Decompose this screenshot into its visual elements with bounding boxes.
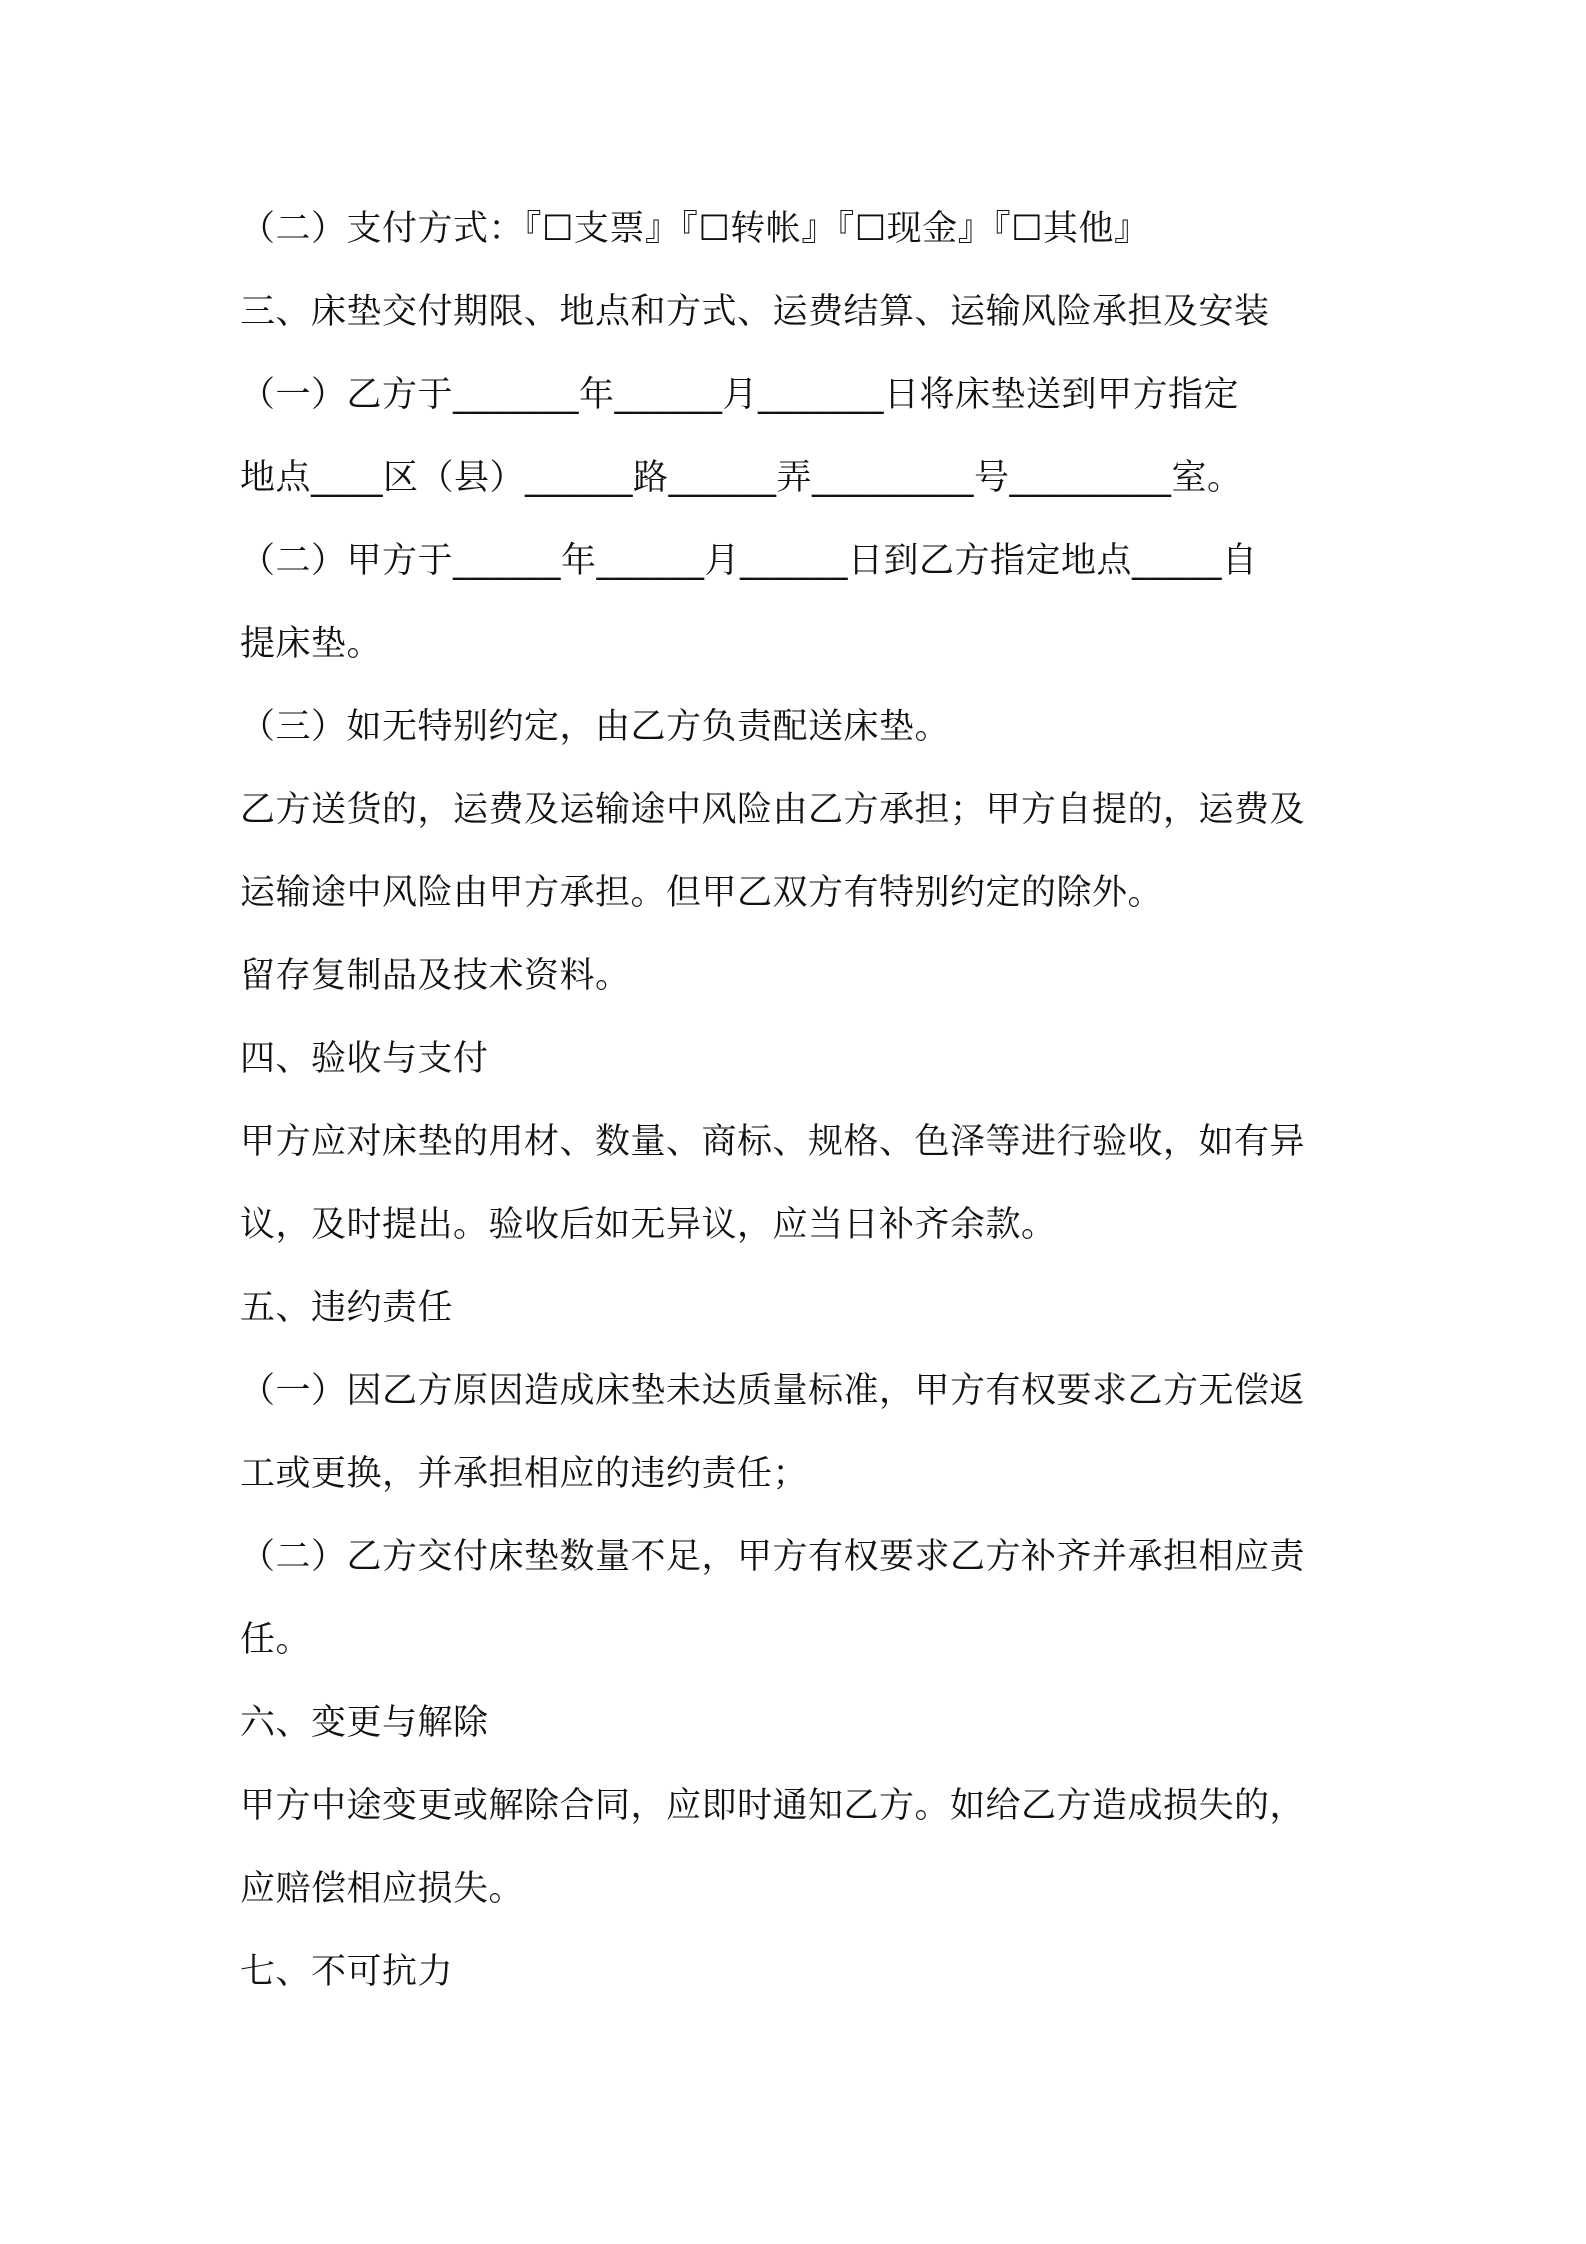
liability-clause-2-cont: 任。 bbox=[240, 1620, 312, 1660]
liability-clause-1-cont: 工或更换，并承担相应的违约责任； bbox=[240, 1454, 809, 1494]
liability-clause-2: （二）乙方交付床垫数量不足，甲方有权要求乙方补齐并承担相应责 bbox=[240, 1537, 1306, 1577]
shipping-risk-paragraph: 乙方送货的，运费及运输途中风险由乙方承担；甲方自提的，运费及 bbox=[240, 790, 1306, 830]
acceptance-paragraph: 甲方应对床垫的用材、数量、商标、规格、色泽等进行验收，如有异 bbox=[240, 1122, 1306, 1162]
delivery-clause-2-cont: 提床垫。 bbox=[240, 624, 383, 664]
section-3-heading: 三、床垫交付期限、地点和方式、运费结算、运输风险承担及安装 bbox=[240, 292, 1270, 332]
acceptance-paragraph-cont: 议，及时提出。验收后如无异议，应当日补齐余款。 bbox=[240, 1205, 1057, 1245]
retain-copies-line: 留存复制品及技术资料。 bbox=[240, 956, 631, 996]
termination-paragraph-cont: 应赔偿相应损失。 bbox=[240, 1869, 525, 1909]
delivery-clause-1: （一）乙方于_______年______月_______日将床垫送到甲方指定 bbox=[240, 375, 1240, 415]
section-5-heading: 五、违约责任 bbox=[240, 1288, 454, 1328]
payment-method-line: （二）支付方式：『☐支票』『☐转帐』『☐现金』『☐其他』 bbox=[240, 209, 1150, 249]
section-6-heading: 六、变更与解除 bbox=[240, 1703, 489, 1743]
delivery-clause-1-cont: 地点____区（县）______路______弄_________号_________室。 bbox=[240, 458, 1243, 498]
section-7-heading: 七、不可抗力 bbox=[240, 1952, 454, 1992]
delivery-clause-3: （三）如无特别约定，由乙方负责配送床垫。 bbox=[240, 707, 951, 747]
liability-clause-1: （一）因乙方原因造成床垫未达质量标准，甲方有权要求乙方无偿返 bbox=[240, 1371, 1306, 1411]
shipping-risk-paragraph-cont: 运输途中风险由甲方承担。但甲乙双方有特别约定的除外。 bbox=[240, 873, 1164, 913]
delivery-clause-2: （二）甲方于______年______月______日到乙方指定地点_____自 bbox=[240, 541, 1258, 581]
termination-paragraph: 甲方中途变更或解除合同，应即时通知乙方。如给乙方造成损失的， bbox=[240, 1786, 1306, 1826]
section-4-heading: 四、验收与支付 bbox=[240, 1039, 489, 1079]
